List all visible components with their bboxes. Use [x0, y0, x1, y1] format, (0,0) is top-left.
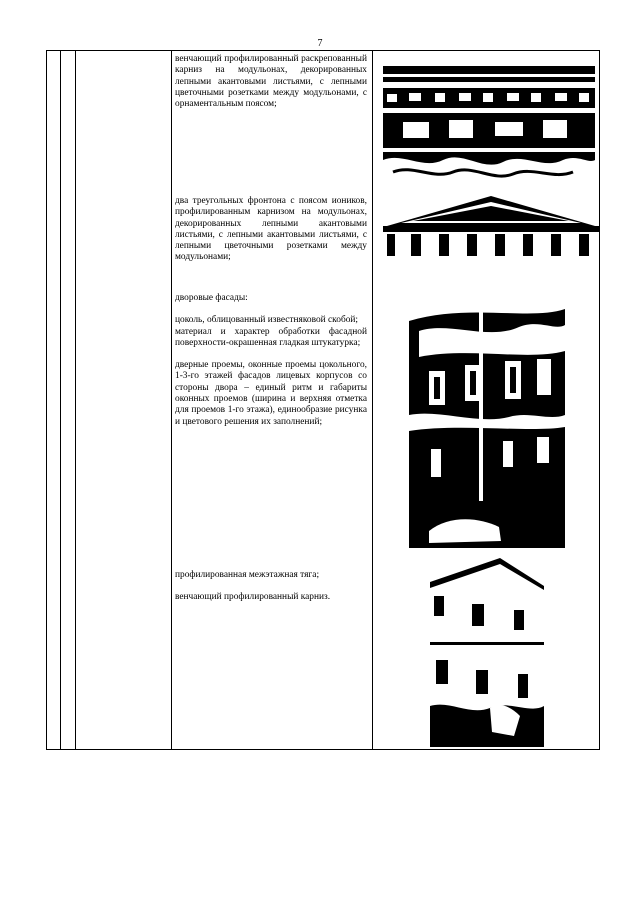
row-3-surface: материал и характер обработки фасадной поверхности-окрашенная гладкая штукатурка;: [175, 326, 367, 348]
courtyard-facade-photo: [409, 291, 565, 548]
row-4-text: [175, 570, 367, 604]
row-3-text: [175, 293, 367, 428]
row-4-belt-course: профилированная межэтажная тяга;: [175, 570, 320, 580]
column-divider-1: [60, 51, 61, 749]
column-divider-4: [372, 51, 373, 749]
building-corner-photo: [430, 556, 544, 747]
monument-table: [46, 50, 600, 750]
pediment-photo: [383, 194, 599, 256]
row-1-paragraph: венчающий профилированный раскрепованный карниз на модульонах, декорированных лепными акантовыми листьями, с лепными цветочными розетками между модульонами, с орнаментальным поясом;: [175, 54, 367, 110]
row-3-openings: дверные проемы, оконные проемы цокольного, 1-3-го этажей фасадов лицевых корпусов со стороны двора – единый ритм и габариты оконных проемов (ширина и верхняя отметка для проемов 1-го этажа), единообразие рисунка и цветового решения их заполнений;: [175, 360, 367, 427]
row-3-heading: дворовые фасады:: [175, 293, 248, 303]
row-4-cornice: венчающий профилированный карниз.: [175, 592, 331, 603]
cornice-photo: [383, 60, 595, 188]
column-divider-3: [171, 51, 172, 749]
row-1-text: [175, 54, 367, 110]
page-number: 7: [317, 38, 323, 49]
row-2-text: [175, 196, 367, 264]
row-2-paragraph: два треугольных фронтона с поясом иоников, профилированным карнизом на модульонах, декорированных лепными акантовыми листьями, с лепными акантовыми листьями, с лепными цветочными розетками между модульонами;: [175, 196, 367, 263]
column-divider-2: [75, 51, 76, 749]
row-3-plinth: цоколь, облицованный известняковой скобой;: [175, 315, 359, 326]
